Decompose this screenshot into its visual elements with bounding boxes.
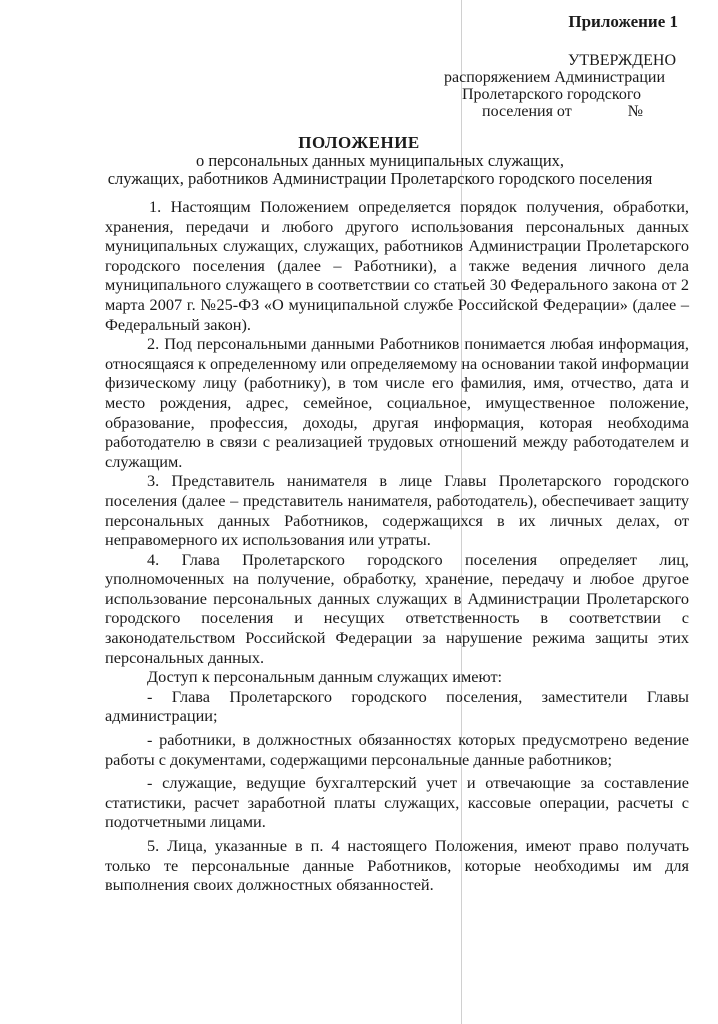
access-item-3: - служащие, ведущие бухгалтерский учет и отвечающие за составление статистики, расчет заработной платы служащих, кассовые операции, расчеты с подотчетными лицами. (105, 773, 689, 832)
access-item-1: - Глава Пролетарского городского поселения, заместители Главы администрации; (105, 686, 689, 726)
document-subtitle (60, 152, 700, 188)
approved-line-1: распоряжением Администрации (444, 69, 666, 86)
approved-title: УТВЕРЖДЕНО (567, 52, 676, 69)
approved-line-3: поселения от № (482, 103, 643, 120)
document-body (105, 197, 689, 895)
document-title: ПОЛОЖЕНИЕ (298, 133, 420, 152)
paragraph-5: 5. Лица, указанные в п. 4 настоящего Положения, имеют право получать только те персональные данные Работников, которые необходимы им для выполнения своих должностных обязанностей. (105, 836, 689, 895)
paragraph-3: 3. Представитель нанимателя в лице Главы Пролетарского городского поселения (далее – представитель нанимателя, работодатель), обеспечивает защиту персональных данных Работников, содержащихся в их личных делах, от неправомерного их использования или утраты. (105, 471, 689, 550)
paragraph-2: 2. Под персональными данными Работников понимается любая информация, относящаяся к определенному или определяемому на основании такой информации физическому лицу (работнику), в том числе его фамилия, имя, отчество, дата и место рождения, адрес, семейное, социальное, имущественное положение, образование, профессия, доходы, другая информация, которая необходима работодателю в связи с реализацией трудовых отношений между работодателем и служащим. (105, 334, 689, 471)
approved-line-2: Пролетарского городского (462, 86, 642, 103)
paragraph-1: 1. Настоящим Положением определяется порядок получения, обработки, хранения, передачи и любого другого использования персональных данных муниципальных служащих, служащих, работников Администрации Пролетарского городского поселения (далее – Работники), а также ведения личного дела муниципального служащего в соответствии со статьей 30 Федерального закона от 2 марта 2007 г. №25-ФЗ «О муниципальной службе Российской Федерации» (далее – Федеральный закон). (105, 197, 689, 334)
appendix-label: Приложение 1 (568, 12, 678, 31)
subtitle-line-1: о персональных данных муниципальных служащих, (195, 151, 565, 170)
access-item-2: - работники, в должностных обязанностях которых предусмотрено ведение работы с документами, содержащими персональные данные работников; (105, 730, 689, 769)
access-intro: Доступ к персональным данным служащих имеют: (147, 667, 503, 687)
subtitle-line-2: служащих, работников Администрации Пролетарского городского поселения (107, 169, 653, 188)
approval-block (400, 52, 700, 120)
paragraph-4: 4. Глава Пролетарского городского поселения определяет лиц, уполномоченных на получение, обработку, хранение, передачу и любое другое использование персональных данных служащих в Администрации Пролетарского городского поселения и несущих ответственность в соответствии с законодательством Российской Федерации за нарушение режима защиты этих персональных данных. (105, 549, 689, 667)
